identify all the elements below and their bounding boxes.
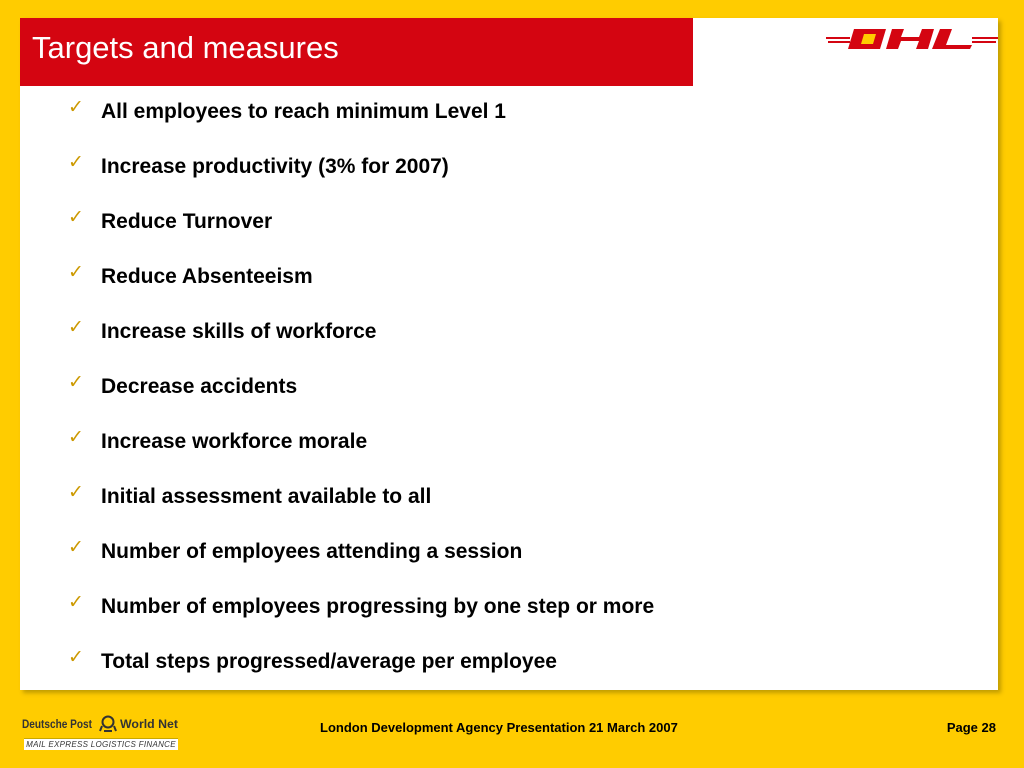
dhl-logo-text: DHL [826, 24, 829, 25]
title-bar [20, 18, 693, 86]
deutsche-post-tagline: MAIL EXPRESS LOGISTICS FINANCE [24, 738, 178, 750]
post-horn-icon [100, 717, 116, 732]
check-icon: ✓ [68, 536, 84, 558]
deutsche-post-label: Deutsche Post [22, 717, 92, 731]
check-icon: ✓ [68, 426, 84, 448]
page-number: Page 28 [946, 720, 996, 735]
check-icon: ✓ [68, 591, 84, 613]
check-icon: ✓ [68, 371, 84, 393]
footer-text: London Development Agency Presentation 21 March 2007 [320, 720, 678, 735]
check-icon: ✓ [68, 96, 84, 118]
check-icon: ✓ [68, 261, 84, 283]
world-net-label: World Net [120, 717, 178, 731]
dhl-logo-icon [826, 24, 998, 54]
check-icon: ✓ [68, 646, 84, 668]
check-icon: ✓ [68, 151, 84, 173]
check-icon: ✓ [68, 206, 84, 228]
check-icon: ✓ [68, 481, 84, 503]
slide-title: Targets and measures [32, 30, 339, 65]
check-icon: ✓ [68, 316, 84, 338]
